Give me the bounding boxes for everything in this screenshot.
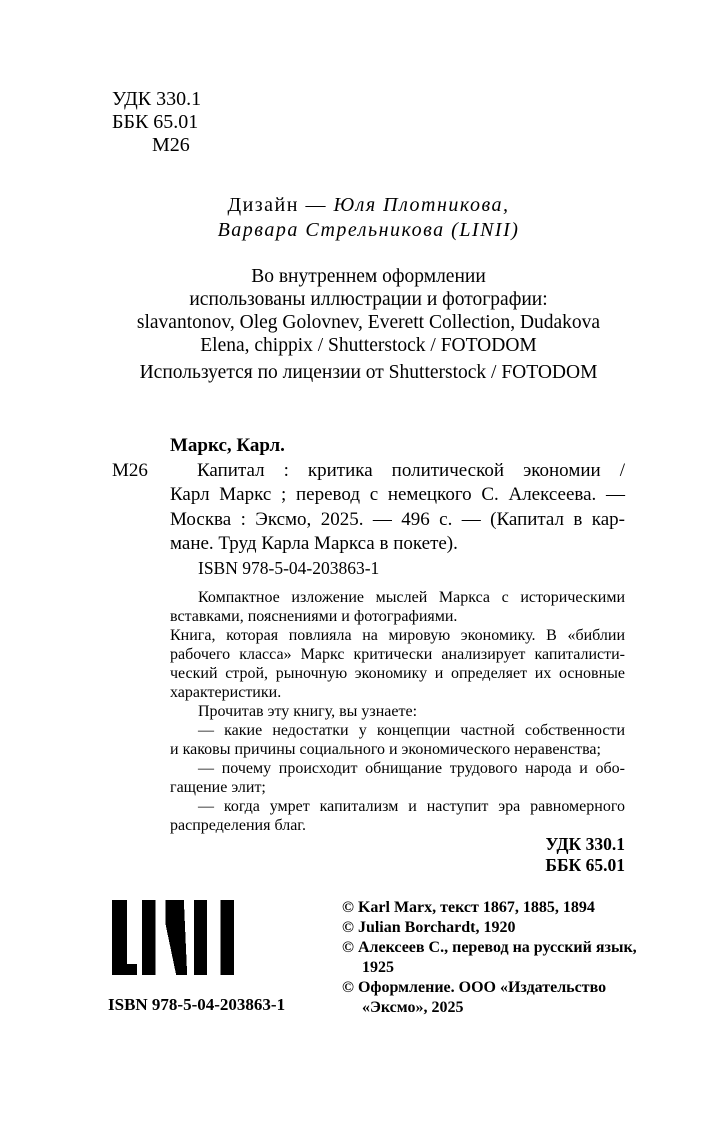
annotation-line: — почему происходит обнищание трудового народа и обо- [198,760,625,777]
logo-letter-l [112,900,137,975]
copyright-line: © Алексеев С., перевод на русский язык, 1925 [342,939,637,976]
logo-letter-i2 [194,900,207,975]
top-classification-block [112,88,201,157]
classification-block [112,834,625,876]
udk-number-bottom: УДК 330.1 [545,834,625,854]
illustration-credit-lines [112,265,625,357]
annotation-line: характеристики. [170,684,282,701]
copyright-block [342,898,662,1018]
logo-letter-i1 [142,900,155,975]
catalog-description-line: мане. Труд Карла Маркса в покете). [170,533,458,554]
bbk-number-bottom: ББК 65.01 [545,855,625,875]
catalog-description-line: Капитал : критика политической экономии / [197,459,625,481]
annotation-line: распределения благ. [170,817,307,834]
annotation-line: — какие недостатки у концепции частной собственности [198,722,625,739]
design-credit-line-1 [112,193,625,218]
author-sign-code: М26 [152,134,190,156]
catalog-description [170,459,625,557]
designer-name-1: Юля Плотникова, [333,194,510,216]
linii-logo-image [112,900,234,975]
annotation-line: Книга, которая повлияла на мировую экономику. В «библии [170,627,625,644]
copyright-line: © Оформление. ООО «Издательство «Эксмо», 2025 [342,979,607,1016]
annotation-line: гащение элит; [170,779,266,796]
illustration-credit-line: slavantonov, Oleg Golovnev, Everett Collection, Dudakova [136,312,601,333]
isbn-catalog: ISBN 978-5-04-203863-1 [198,558,380,578]
logo-letter-i3 [221,900,234,975]
annotation-line: — когда умрет капитализм и наступит эра равномерного [198,798,625,815]
catalog-description-line: Карл Маркс ; перевод с немецкого С. Алексеева. — [170,484,625,505]
designer-name-2: Варвара Стрельникова (LINII) [217,218,520,241]
bbk-number: ББК 65.01 [112,111,199,133]
annotation-line: ческий строй, рыночную экономику и определяет их основные [170,665,625,682]
annotation-line: вставками, пояснениями и фотографиями. [170,608,458,625]
catalog-description-line: Москва : Эксмо, 2025. — 496 с. — (Капитал в кар- [170,508,625,530]
design-label: Дизайн — [227,194,334,216]
copyright-line: © Karl Marx, текст 1867, 1885, 1894 [342,899,595,916]
illustration-credit-line: использованы иллюстрации и фотографии: [189,289,548,310]
illustration-credit-line: Во внутреннем оформлении [251,266,486,287]
linii-logo [112,900,234,980]
catalog-code: М26 [112,459,148,481]
catalog-card [112,434,625,557]
license-note: Используется по лицензии от Shutterstock / FOTODOM [139,362,598,383]
design-credit [112,193,625,242]
annotation [170,588,625,835]
isbn-bottom: ISBN 978-5-04-203863-1 [108,995,286,1014]
copyright-line: © Julian Borchardt, 1920 [342,919,516,936]
annotation-line: рабочего класса» Маркс критически анализирует капиталисти- [170,646,625,663]
udk-number: УДК 330.1 [112,88,202,110]
annotation-line: и каковы причины социального и экономического неравенства; [170,741,601,758]
illustration-credit [112,265,625,384]
illustration-credit-line: Elena, chippix / Shutterstock / FOTODOM [200,335,537,356]
logo-letter-n [166,900,188,975]
catalog-author: Маркс, Карл. [170,435,285,456]
annotation-line: Компактное изложение мыслей Маркса с историческими [198,589,625,606]
annotation-line: Прочитав эту книгу, вы узнаете: [198,703,418,720]
